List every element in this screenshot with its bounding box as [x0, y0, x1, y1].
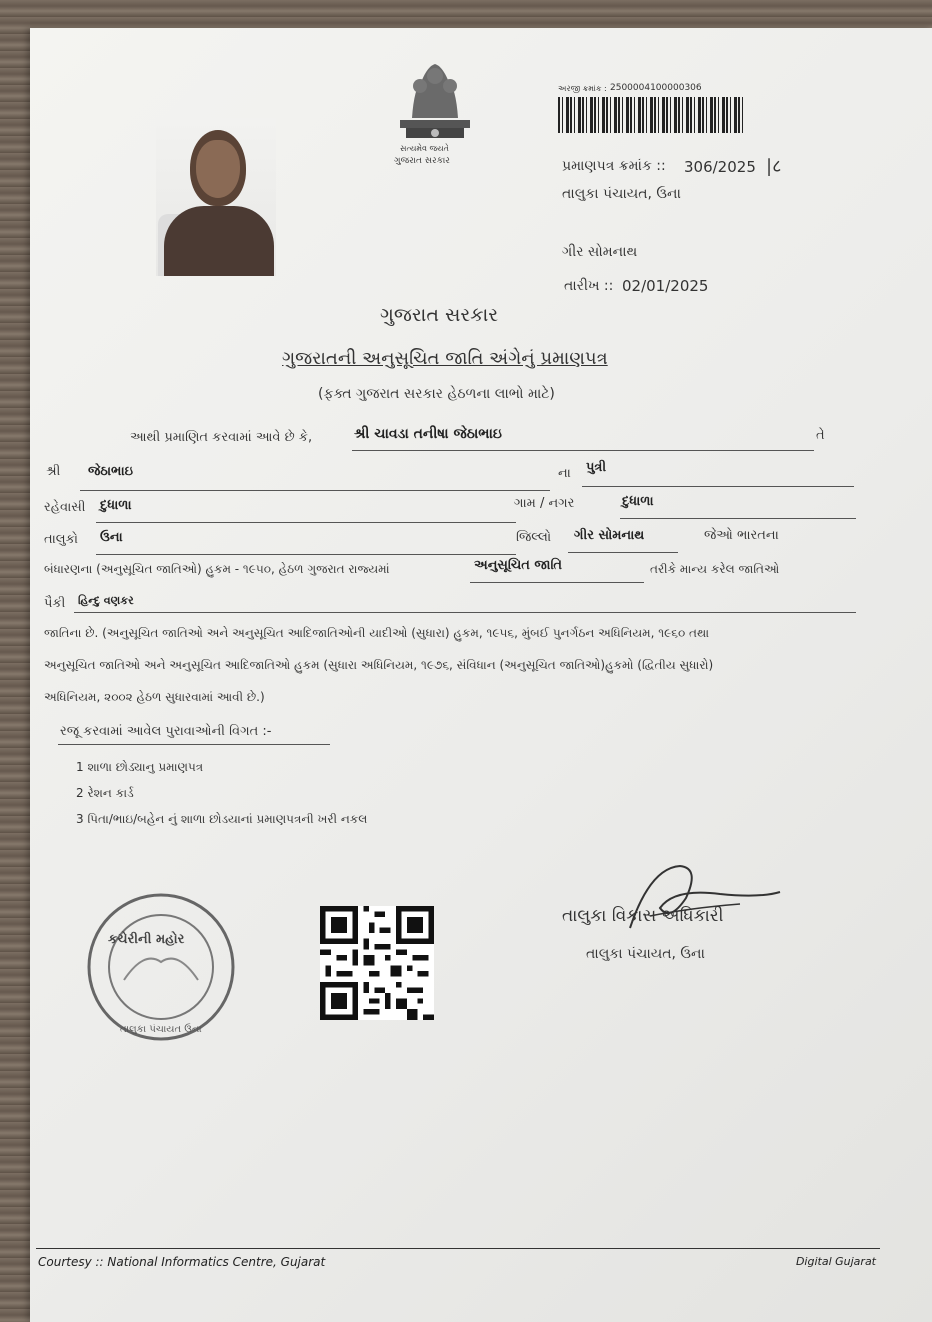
signatory-title: તાલુકા વિકાસ અધિકારી: [562, 906, 724, 926]
india-text: જેઓ ભારતના: [704, 528, 779, 543]
footer-courtesy: Courtesy :: National Informatics Centre, Gujarat: [38, 1255, 326, 1269]
intro-text: આથી પ્રમાણિત કરવામાં આવે છે કે,: [130, 430, 313, 445]
relation-underline: [582, 486, 854, 487]
town-underline: [620, 518, 856, 519]
office-seal-stamp: [84, 890, 238, 1044]
paragraph-line-1: જાતિના છે. (અનુસૂચિત જાતિઓ અને અનુસૂચિત આદિજાતિઓની યાદીઓ (સુધારા) હુકમ, ૧૯૫૬, મુંબઈ પુનર્ગઠન અધિનિયમ, ૧૯૬૦ તથા: [44, 626, 710, 640]
office-name: તાલુકા પંચાયત, ઉના: [562, 186, 681, 202]
certificate-number-label: પ્રમાણપત્ર ક્રમાંક ::: [562, 158, 666, 174]
emblem-caption: ગુજરાત સરકાર: [394, 156, 450, 166]
sub-label: પૈકી: [44, 596, 66, 611]
stamp-center-text: કચેરીની મહોર: [108, 932, 185, 947]
evidence-item: 3 પિતા/ભાઇ/બહેન નું શાળા છોડયાનાં પ્રમાણપત્રની ખરી નકલ: [76, 812, 368, 826]
district-label: જિલ્લો: [516, 530, 552, 545]
na-label: ના: [558, 466, 571, 481]
shri-label: શ્રી: [46, 464, 61, 479]
recognized-text: તરીકે માન્ય કરેલ જાતિઓ: [650, 562, 780, 576]
name-suffix: તે: [816, 428, 825, 443]
paragraph-line-2: અનુસૂચિત જાતિઓ અને અનુસૂચિત આદિજાતિઓ હુકમ (સુધારા અધિનિયમ, ૧૯૭૬, સંવિધાન (અનુસૂચિત જાતિઓ)હુકમો (દ્વિતીય સુધારો): [44, 658, 714, 672]
village-town-label: ગામ / નગર: [514, 496, 575, 511]
qr-code: [320, 906, 434, 1020]
barcode: [558, 97, 744, 133]
certificate-title: ગુજરાતની અનુસૂચિત જાતિ અંગેનું પ્રમાણપત્ર: [282, 348, 608, 369]
date-label: તારીખ ::: [564, 278, 614, 294]
footer: [36, 1248, 880, 1279]
certificate-paper: [30, 28, 932, 1322]
application-number: 2500004100000306: [610, 83, 702, 93]
national-emblem-icon: [392, 58, 478, 142]
emblem-motto: સત્યમેવ જયતે: [400, 144, 449, 153]
town-name: દુધાળા: [622, 494, 654, 509]
applicant-photo: [156, 118, 276, 276]
village-underline: [96, 522, 516, 523]
constitution-text: બંધારણના (અનુસૂચિત જાતિઓ) હુકમ - ૧૯૫૦, હેઠળ ગુજરાત રાજ્યમાં: [44, 562, 390, 576]
evidence-heading: રજૂ કરવામાં આવેલ પુરાવાઓની વિગત :-: [60, 724, 272, 739]
applicant-name: શ્રી ચાવડા તનીષા જેઠાભાઇ: [354, 426, 502, 442]
handwritten-mark: |८: [766, 156, 782, 177]
certificate-number: 306/2025: [684, 158, 756, 176]
paragraph-line-3: અધિનિયમ, ૨૦૦૨ હેઠળ સુધારવામાં આવી છે.): [44, 690, 265, 704]
sub-caste: હિન્દુ વણકર: [78, 594, 134, 607]
certificate-subtitle: (ફક્ત ગુજરાત સરકાર હેઠળના લાભો માટે): [318, 386, 555, 402]
taluka-underline: [96, 554, 516, 555]
taluka-name: ઉના: [100, 530, 123, 545]
evidence-item: 1 શાળા છોડ્યાનુ પ્રમાણપત્ર: [76, 760, 204, 774]
taluka-label: તાલુકો: [44, 532, 79, 547]
issue-date: 02/01/2025: [622, 277, 709, 295]
caste-underline: [470, 582, 644, 583]
evidence-heading-underline: [58, 744, 330, 745]
office-district: ગીર સોમનાથ: [562, 244, 638, 260]
parent-name: જેઠાભાઇ: [88, 464, 133, 479]
stamp-ring-text: તાલુકા પંચાયત ઉના: [120, 1024, 202, 1035]
handwritten-signature: [590, 858, 790, 948]
application-number-label: અરજી ક્રમાંક :: [558, 84, 607, 93]
parent-underline: [80, 490, 550, 491]
relation: પુત્રી: [586, 460, 607, 475]
subcaste-underline: [74, 612, 856, 613]
caste-category: અનુસૂચિત જાતિ: [474, 558, 563, 573]
resident-label: રહેવાસી: [44, 500, 86, 515]
evidence-item: 2 રેશન કાર્ડ: [76, 786, 134, 800]
district-name: ગીર સોમનાથ: [574, 528, 645, 543]
name-underline: [352, 450, 814, 451]
signatory-office: તાલુકા પંચાયત, ઉના: [586, 946, 705, 962]
district-underline: [568, 552, 678, 553]
village-name: દુધાળા: [100, 498, 132, 513]
footer-brand: Digital Gujarat: [795, 1255, 876, 1268]
government-title: ગુજરાત સરકાર: [380, 304, 499, 326]
